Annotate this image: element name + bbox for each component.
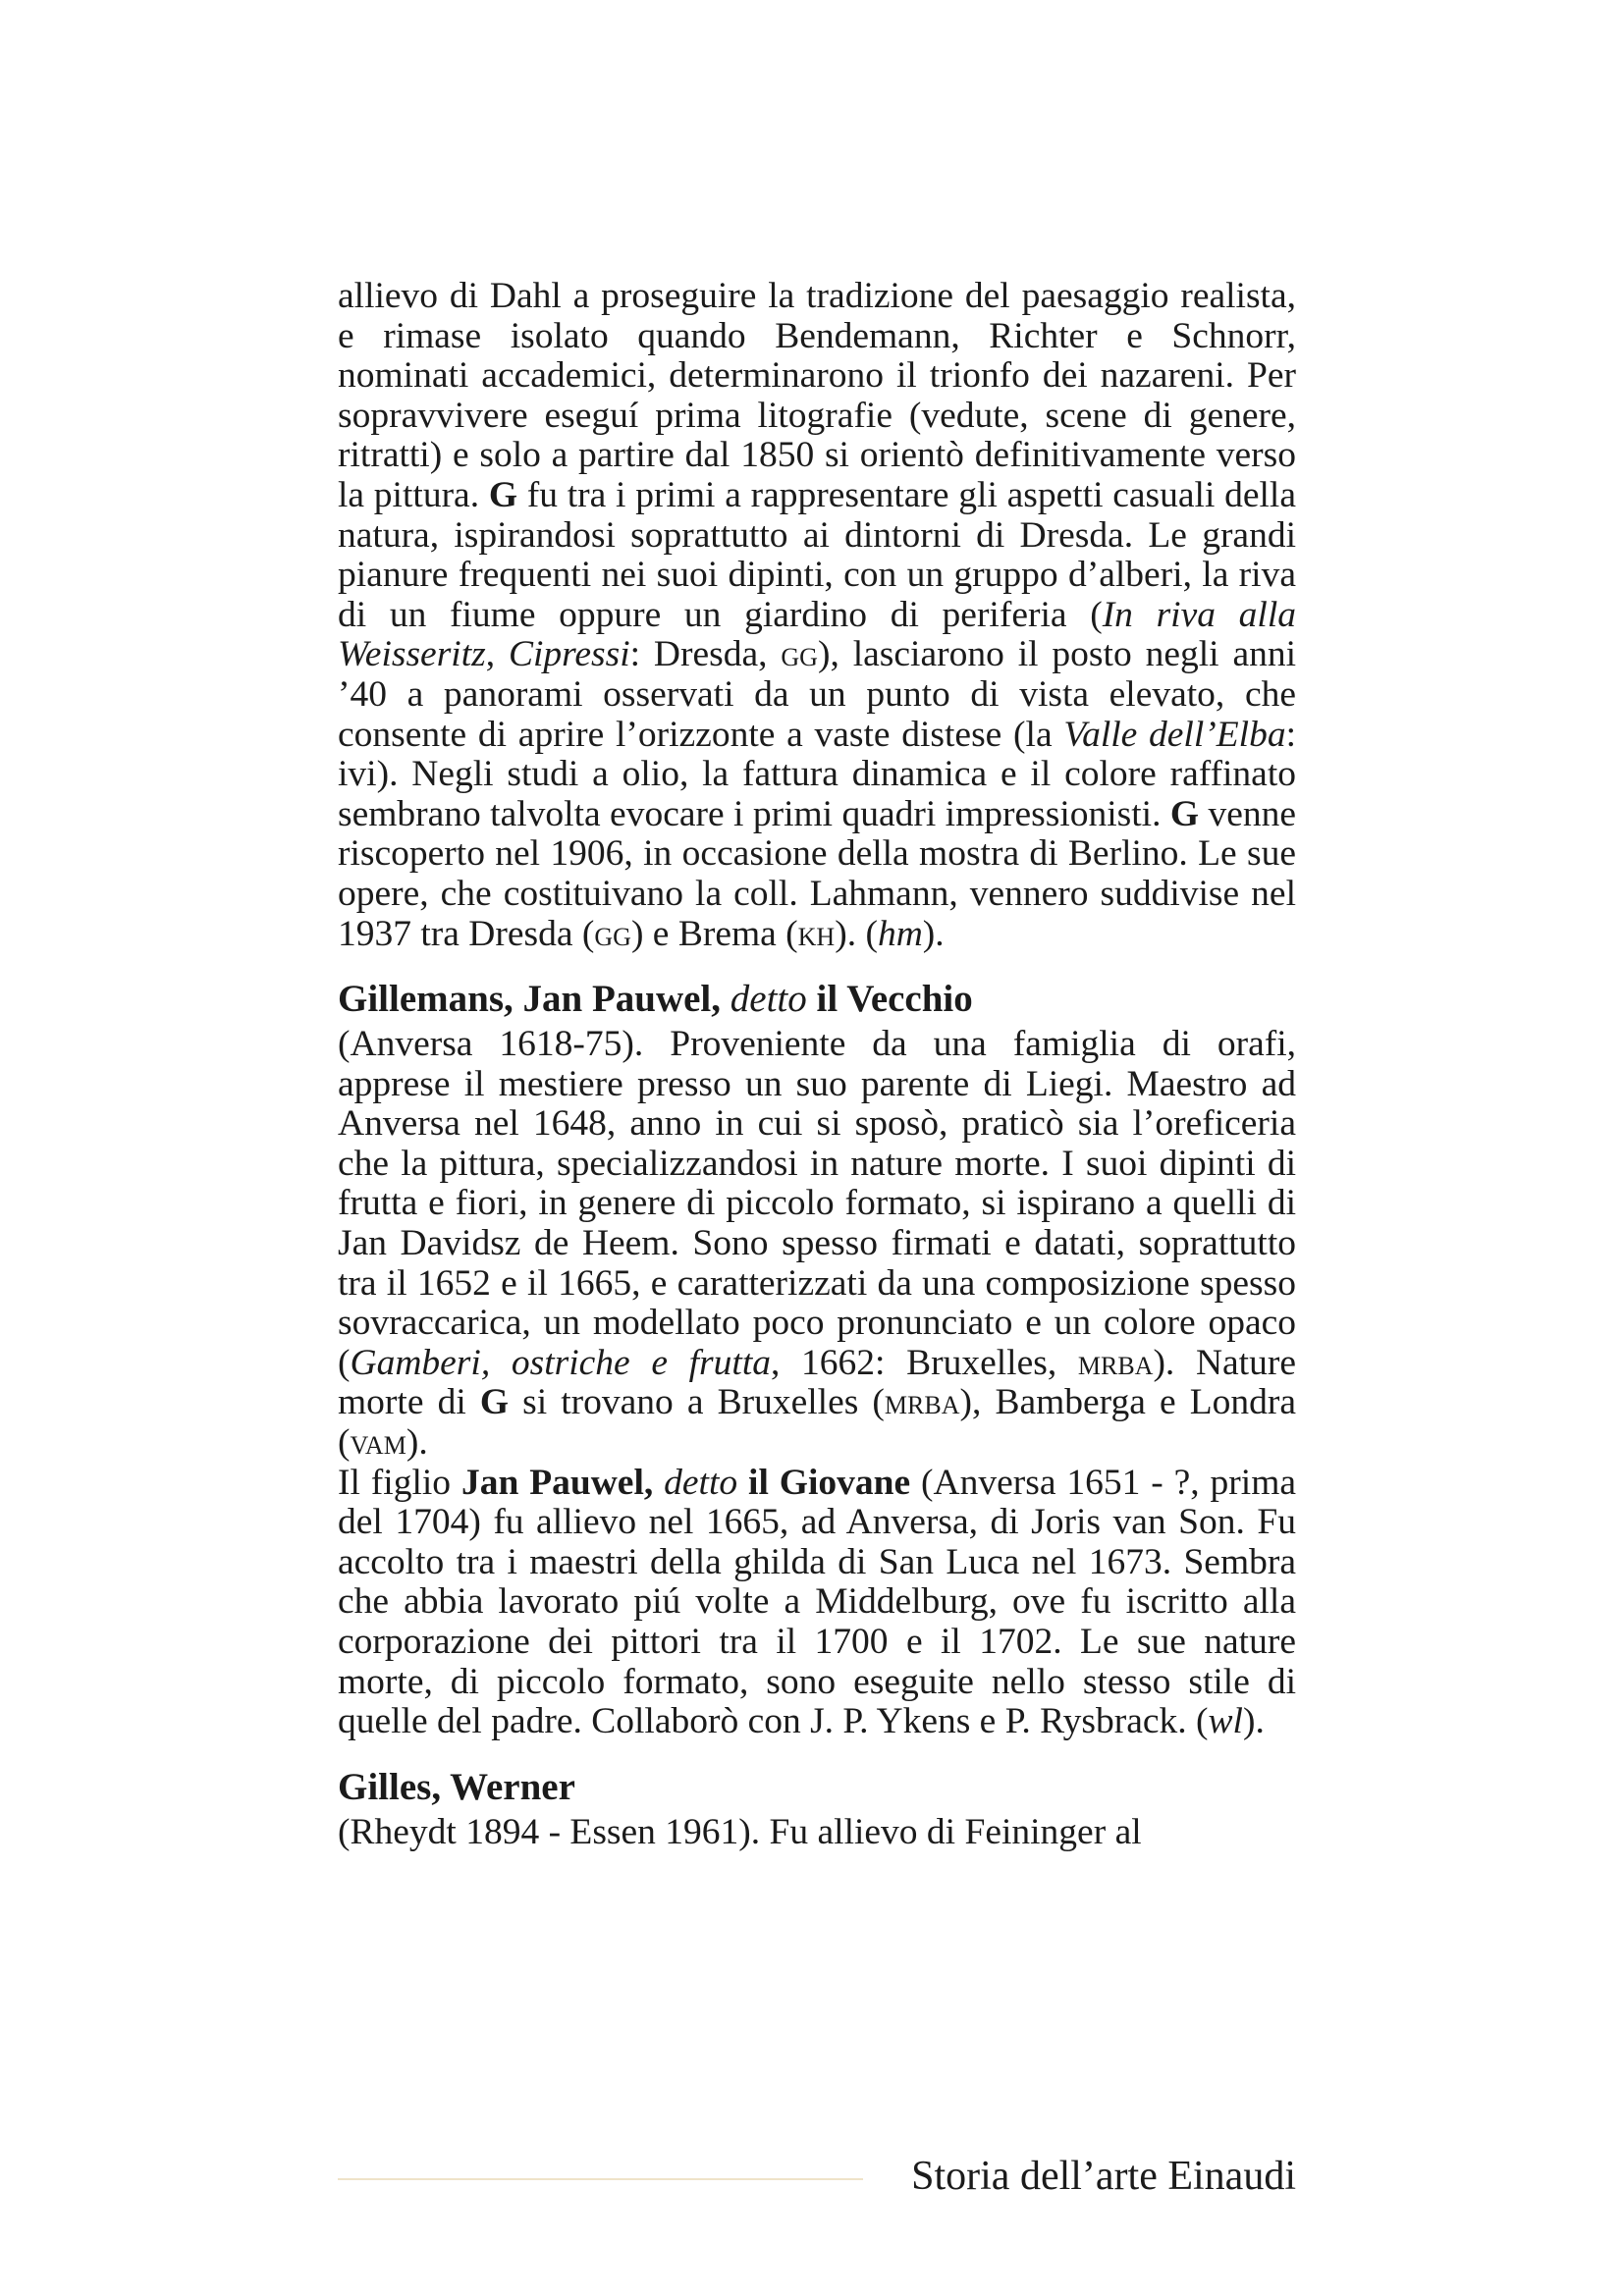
artwork-title: In riva alla Weisseritz (338, 594, 1296, 675)
author-initials: hm (877, 913, 923, 954)
author-initials: wl (1208, 1701, 1243, 1742)
person-epithet: il Giovane (748, 1462, 911, 1503)
abbrev-entry-initial: G (488, 474, 517, 515)
artwork-title: Valle dell’Elba (1063, 714, 1286, 755)
abbrev-entry-initial: G (479, 1382, 510, 1423)
museum-abbrev: mrba (1077, 1342, 1154, 1383)
museum-abbrev: kh (797, 913, 836, 954)
text-column (338, 277, 1296, 1852)
footer-title: Storia dell’arte Einaudi (911, 2154, 1296, 2199)
gilles-paragraph-1: (Rheydt 1894 - Essen 1961). Fu allievo di Feininger al (338, 1811, 1142, 1852)
person-name: Jan Pauwel, (460, 1462, 654, 1503)
detto-word: detto (664, 1462, 738, 1503)
abbrev-entry-initial: G (1169, 793, 1200, 834)
museum-abbrev: mrba (884, 1382, 960, 1423)
footer-divider (338, 2178, 863, 2180)
heading-detto: detto (730, 978, 807, 1021)
gillemans-paragraph-2: Il figlio Jan Pauwel, detto il Giovane (Anversa 1651 - ?, prima del 1704) fu allievo nel 1665, ad Anversa, di Joris van Son. Fu accolto tra i maestri della ghilda di San Luca nel 1673. Sembra che abbia lavorato piú volte a Middelburg, ove fu iscritto alla corporazione dei pittori tra il 1700 e il 1702. Le sue nature morte, di piccolo formato, sono eseguite nello stesso stile di quelle del padre. Collaborò con J. P. Ykens e P. Rysbrack. (wl). (338, 1462, 1297, 1742)
museum-abbrev: vam (350, 1422, 406, 1464)
gillemans-paragraph-1: (Anversa 1618-75). Proveniente da una famiglia di orafi, apprese il mestiere presso un suo parente di Liegi. Maestro ad Anversa nel 1648, anno in cui si sposò, praticò sia l’oreficeria che la pittura, specializzandosi in nature morte. I suoi dipinti di frutta e fiori, in genere di piccolo formato, si ispirano a quelli di Jan Davidsz de Heem. Sono spesso firmati e datati, soprattutto tra il 1652 e il 1665, e caratterizzati da una composizione spesso sovraccarica, un modellato poco pronunciato e un colore opaco (Gamberi, ostriche e frutta, 1662: Bruxelles, mrba). Nature morte di G si trovano a Bruxelles (mrba), Bamberga e Londra (vam). (338, 1024, 1297, 1464)
entry-heading-gilles: Gilles, Werner (338, 1765, 575, 1808)
entry-heading-gillemans: Gillemans, Jan Pauwel, detto il Vecchio (338, 978, 973, 1021)
museum-abbrev: gg (781, 634, 818, 675)
artwork-title: Cipressi (508, 634, 630, 675)
intro-paragraph: allievo di Dahl a proseguire la tradizione del paesaggio realista, e rimase isolato quando Bendemann, Richter e Schnorr, nominati accademici, determinarono il trionfo dei nazareni. Per sopravvivere eseguí prima litografie (vedute, scene di genere, ritratti) e solo a partire dal 1850 si orientò definitivamente verso la pittura. G fu tra i primi a rappresentare gli aspetti casuali della natura, ispirandosi soprattutto ai dintorni di Dresda. Le grandi pianure frequenti nei suoi dipinti, con un gruppo d’alberi, la riva di un fiume oppure un giardino di periferia (In riva alla Weisseritz, Cipressi: Dresda, gg), lasciarono il posto negli anni ’40 a panorami osservati da un punto di vista elevato, che consente di aprire l’orizzonte a vaste distese (la Valle dell’Elba: ivi). Negli studi a olio, la fattura dinamica e il colore raffinato sembrano talvolta evocare i primi quadri impressionisti. G venne riscoperto nel 1906, in occasione della mostra di Berlino. Le sue opere, che costituivano la coll. Lahmann, vennero suddivise nel 1937 tra Dresda (gg) e Brema (kh). (hm). (338, 276, 1297, 954)
artwork-title: Gamberi, ostriche e frutta (350, 1342, 771, 1383)
museum-abbrev: gg (594, 913, 631, 954)
